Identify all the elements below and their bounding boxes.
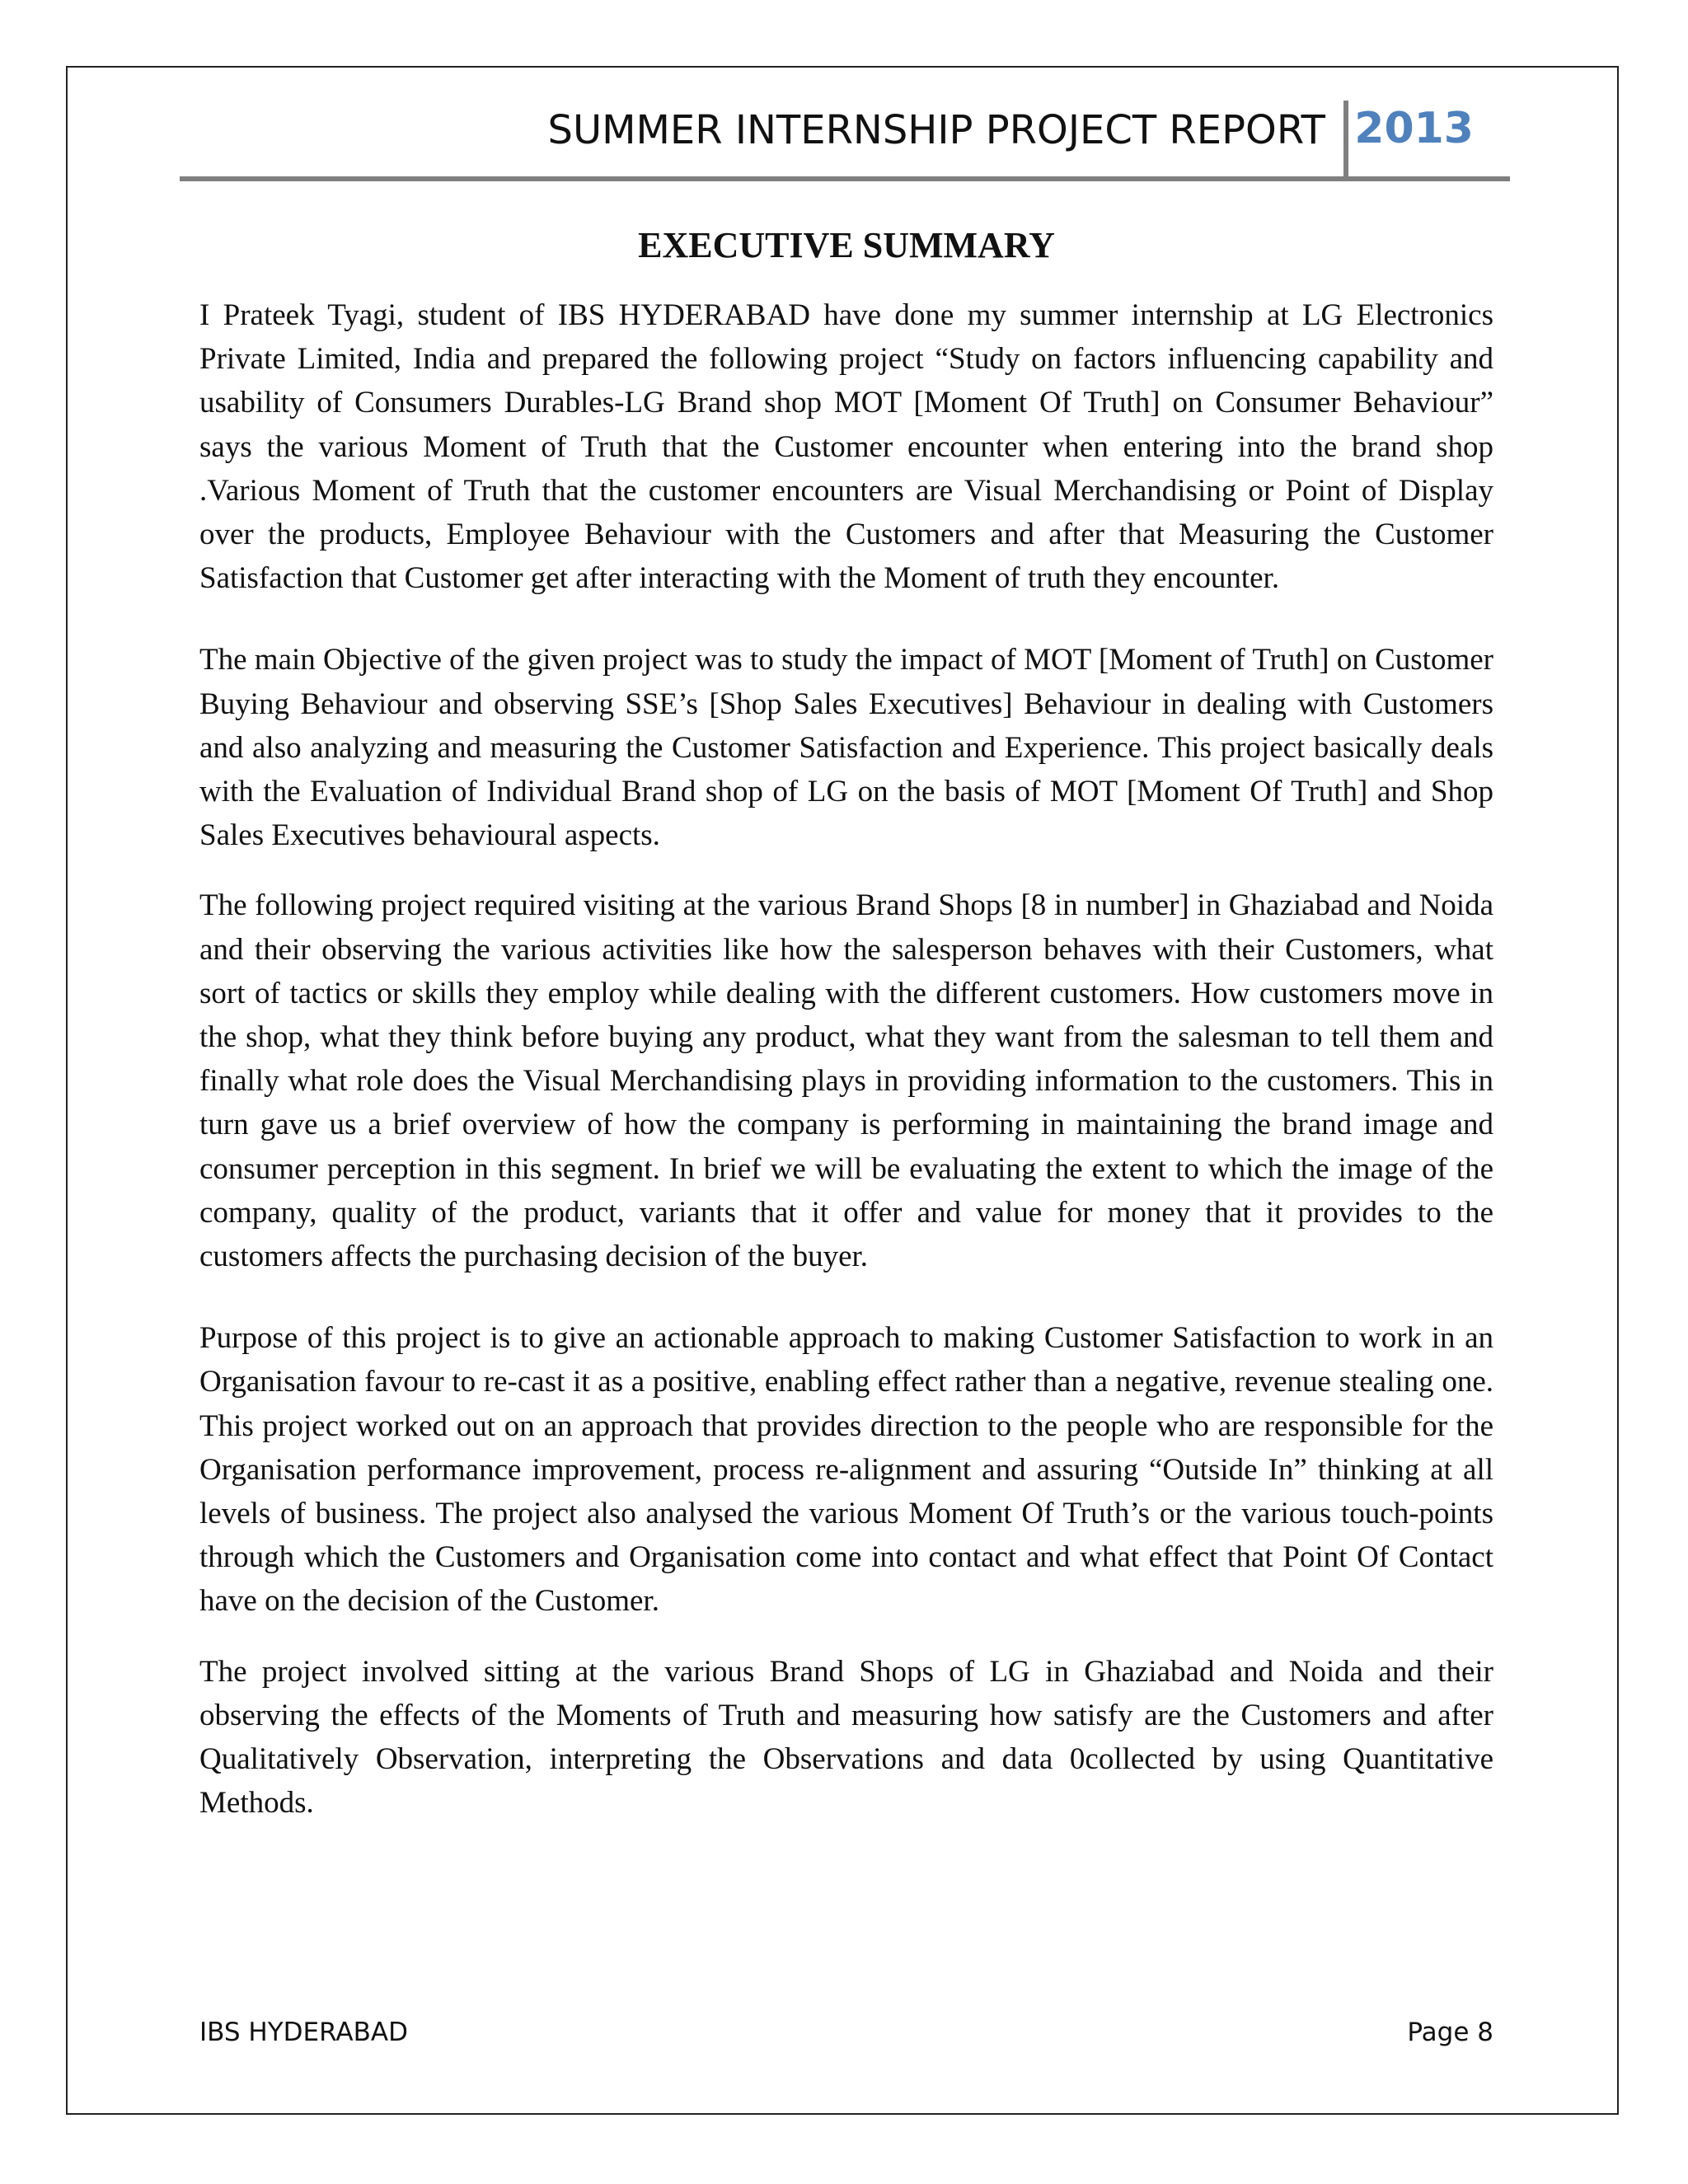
header-divider xyxy=(1343,101,1348,176)
footer-page-number: Page 8 xyxy=(1407,2018,1493,2047)
paragraph-1: I Prateek Tyagi, student of IBS HYDERABAD have done my summer internship at LG Electronics Private Limited, India and prepared the following project “Study on factors influencing capability and usability of Consumers Durables-LG Brand shop MOT [Moment Of Truth] on Consumer Behaviour” says the various Moment of Truth that the Customer encounter when entering into the brand shop .Various Moment of Truth that the customer encounters are Visual Merchandising or Point of Display over the products, Employee Behaviour with the Customers and after that Measuring the Customer Satisfaction that Customer get after interacting with the Moment of truth they encounter. xyxy=(199,298,1493,596)
footer-institution: IBS HYDERABAD xyxy=(199,2018,408,2047)
header-title: SUMMER INTERNSHIP PROJECT REPORT xyxy=(547,107,1325,153)
document-body xyxy=(199,221,1493,1825)
paragraph-4: Purpose of this project is to give an actionable approach to making Customer Satisfaction to work in an Organisation favour to re-cast it as a positive, enabling effect rather than a negative, revenue stealing one. This project worked out on an approach that provides direction to the people who are responsible for the Organisation performance improvement, process re-alignment and assuring “Outside In” thinking at all levels of business. The project also analysed the various Moment Of Truth’s or the various touch-points through which the Customers and Organisation come into contact and what effect that Point Of Contact have on the decision of the Customer. xyxy=(199,1321,1493,1619)
page-header xyxy=(180,101,1510,183)
section-title: EXECUTIVE SUMMARY xyxy=(638,225,1055,265)
header-rule xyxy=(180,176,1510,181)
paragraph-5: The project involved sitting at the various Brand Shops of LG in Ghaziabad and Noida and their observing the effects of the Moments of Truth and measuring how satisfy are the Customers and after Qualitatively Observation, interpreting the Observations and data 0collected by using Quantitative Methods. xyxy=(199,1654,1493,1821)
paragraph-2: The main Objective of the given project was to study the impact of MOT [Moment of Truth] on Customer Buying Behaviour and observing SSE’s [Shop Sales Executives] Behaviour in dealing with Customers and also analyzing and measuring the Customer Satisfaction and Experience. This project basically deals with the Evaluation of Individual Brand shop of LG on the basis of MOT [Moment Of Truth] and Shop Sales Executives behavioural aspects. xyxy=(199,643,1493,853)
header-year: 2013 xyxy=(1354,104,1474,153)
paragraph-3: The following project required visiting at the various Brand Shops [8 in number] in Ghaziabad and Noida and their observing the various activities like how the salesperson behaves with their Customers, what sort of tactics or skills they employ while dealing with the different customers. How customers move in the shop, what they think before buying any product, what they want from the salesman to tell them and finally what role does the Visual Merchandising plays in providing information to the customers. This in turn gave us a brief overview of how the company is performing in maintaining the brand image and consumer perception in this segment. In brief we will be evaluating the extent to which the image of the company, quality of the product, variants that it offer and value for money that it provides to the customers affects the purchasing decision of the buyer. xyxy=(199,888,1493,1274)
